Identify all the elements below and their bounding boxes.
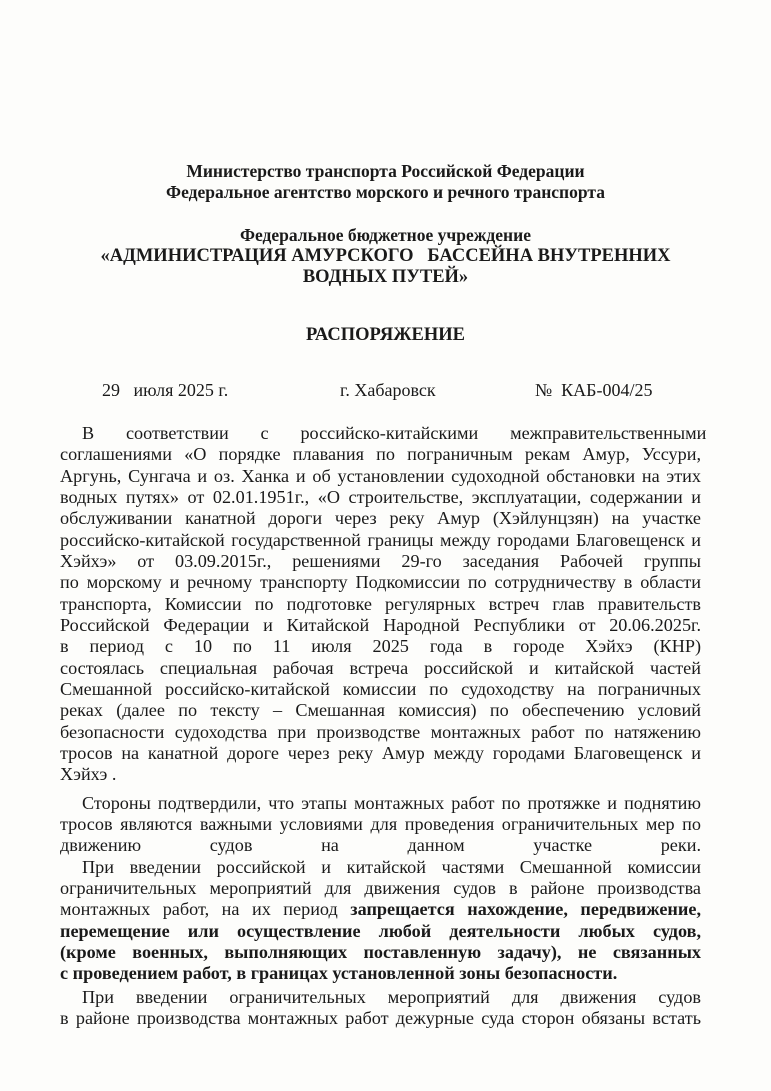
- para3-line: [60, 899, 701, 920]
- para3-line: ограничительных мероприятий для движения судов в районе производства: [60, 878, 701, 898]
- para1-line: В соответствии с российско-китайскими межправительственными: [82, 423, 707, 443]
- para3-line3-bold: запрещается нахождение, передвижение,: [350, 899, 701, 919]
- para1-line: транспорта, Комиссии по подготовке регулярных встреч глав правительств: [60, 594, 701, 614]
- institution-name-line-2: ВОДНЫХ ПУТЕЙ»: [302, 267, 469, 287]
- para3-bold-line: с проведением работ, в границах установленной зоны безопасности.: [60, 963, 618, 983]
- para1-line: обслуживании канатной дороги через реку Амур (Хэйлунцзян) на участке: [60, 508, 701, 528]
- para1-line: по морскому и речному транспорту Подкомиссии по сотрудничеству в области: [60, 572, 701, 592]
- para1-line: Российской Федерации и Китайской Народной Республики от 20.06.2025г.: [60, 615, 701, 635]
- para4-line: в районе производства монтажных работ дежурные суда сторон обязаны встать: [60, 1008, 701, 1028]
- para1-line: Хэйхэ .: [60, 764, 117, 784]
- institution-name-line-1: «АДМИНИСТРАЦИЯ АМУРСКОГО БАССЕЙНА ВНУТРЕННИХ: [100, 246, 671, 266]
- para1-line: водных путях» от 02.01.1951г., «О строительстве, эксплуатации, содержании и: [60, 487, 701, 507]
- para1-line: реках (далее по тексту – Смешанная комиссия) по обеспечению условий: [60, 700, 701, 720]
- para2-line: тросов являются важными условиями для проведения ограничительных мер по: [60, 814, 701, 834]
- para3-line3-normal: монтажных работ, на их период: [60, 899, 351, 919]
- para1-line: в период с 10 по 11 июля 2025 года в городе Хэйхэ (КНР): [60, 636, 701, 656]
- para1-line: российско-китайской государственной границы между городами Благовещенск и: [60, 530, 701, 550]
- para3-bold-line: (кроме военных, выполняющих поставленную задачу), не связанных: [60, 942, 701, 962]
- agency-line: Федеральное агентство морского и речного транспорта: [166, 182, 605, 202]
- institution-type: Федеральное бюджетное учреждение: [239, 225, 531, 245]
- para1-line: Хэйхэ» от 03.09.2015г., решениями 29-го заседания Рабочей группы: [60, 551, 701, 571]
- para1-line: Смешанной российско-китайской комиссии по судоходству на пограничных: [60, 679, 701, 699]
- document-number: № КАБ-004/25: [535, 380, 653, 400]
- para1-line: соглашениями «О порядке плавания по пограничным рекам Амур, Уссури,: [60, 444, 701, 464]
- document-place: г. Хабаровск: [340, 380, 436, 400]
- para3-bold-line: перемещение или осуществление любой деятельности любых судов,: [60, 921, 701, 941]
- para4-line: При введении ограничительных мероприятий для движения судов: [82, 987, 701, 1007]
- ministry-line: Министерство транспорта Российской Федерации: [186, 161, 585, 181]
- para2-line: движению судов на данном участке реки.: [60, 835, 701, 855]
- para1-line: состоялась специальная рабочая встреча российской и китайской частей: [60, 658, 701, 678]
- para3-line: При введении российской и китайской частями Смешанной комиссии: [82, 857, 701, 877]
- para2-line: Стороны подтвердили, что этапы монтажных работ по протяжке и поднятию: [82, 793, 701, 813]
- para1-line: безопасности судоходства при производстве монтажных работ по натяжению: [60, 722, 701, 742]
- document-date: 29 июля 2025 г.: [102, 380, 229, 400]
- document-title: РАСПОРЯЖЕНИЕ: [305, 325, 465, 345]
- para1-line: тросов на канатной дороге через реку Амур между городами Благовещенск и: [60, 743, 701, 763]
- para1-line: Аргунь, Сунгача и оз. Ханка и об установлении судоходной обстановки на этих: [60, 466, 701, 486]
